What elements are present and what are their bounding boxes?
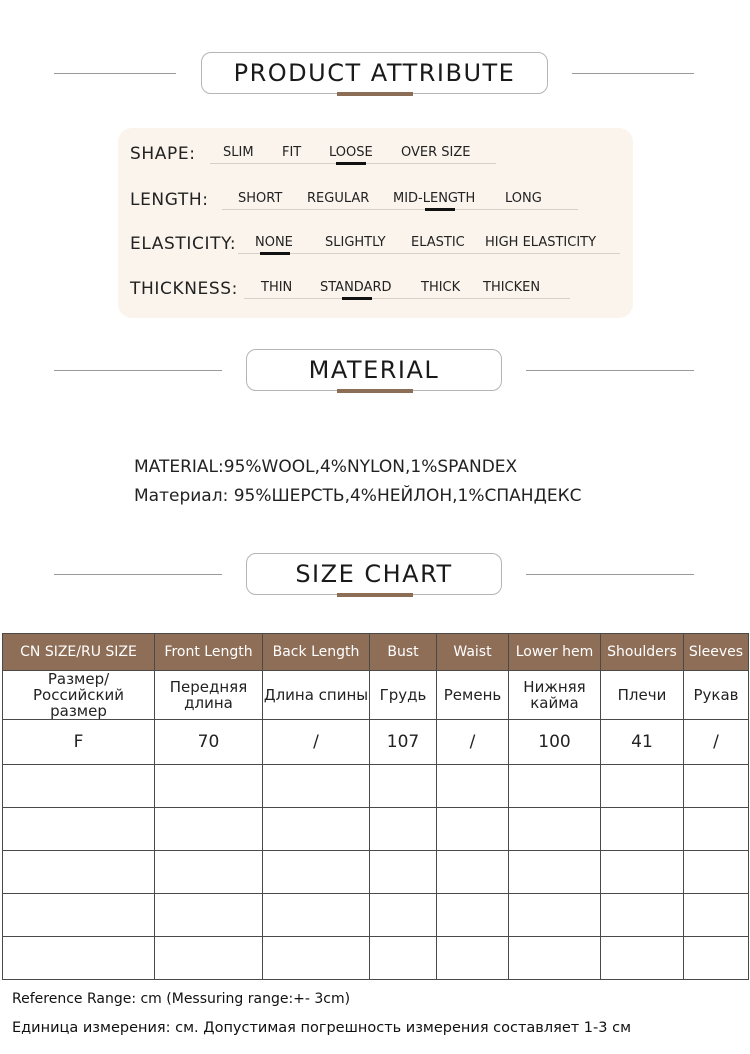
- column-header-ru: Передняя длина: [155, 671, 263, 720]
- column-header-ru: Длина спины: [263, 671, 370, 720]
- table-cell-empty: [370, 937, 437, 980]
- table-cell: /: [263, 720, 370, 765]
- table-header-row: [3, 634, 749, 671]
- section-title-material-text: MATERIAL: [308, 356, 440, 384]
- table-cell: /: [437, 720, 509, 765]
- material-en: MATERIAL:95%WOOL,4%NYLON,1%SPANDEX: [134, 457, 518, 477]
- table-cell-empty: [3, 851, 155, 894]
- divider-right: [526, 370, 694, 371]
- table-cell-empty: [3, 894, 155, 937]
- table-cell-empty: [509, 937, 601, 980]
- size-chart-table: [2, 633, 749, 980]
- column-header-ru: Размер/Российский размер: [3, 671, 155, 720]
- table-cell-empty: [155, 765, 263, 808]
- column-header: Back Length: [263, 634, 370, 671]
- table-cell-empty: [684, 937, 749, 980]
- attr-rule: [238, 253, 620, 254]
- column-header-ru: Нижняя кайма: [509, 671, 601, 720]
- attr-label-length: LENGTH:: [130, 190, 209, 210]
- section-title-attribute: [201, 52, 548, 94]
- attr-option: THICKEN: [483, 280, 541, 295]
- attr-option: ELASTIC: [411, 235, 465, 250]
- attr-label-elasticity: ELASTICITY:: [130, 234, 237, 254]
- table-cell-empty: [437, 894, 509, 937]
- attr-option: THIN: [261, 280, 293, 295]
- divider-right: [526, 574, 694, 575]
- column-header-ru: Ремень: [437, 671, 509, 720]
- attr-option: LONG: [505, 191, 542, 206]
- table-cell: 41: [601, 720, 684, 765]
- table-cell-empty: [437, 765, 509, 808]
- table-cell-empty: [370, 765, 437, 808]
- divider-left: [54, 574, 222, 575]
- table-cell-empty: [509, 894, 601, 937]
- table-row: [3, 720, 749, 765]
- table-cell-empty: [601, 851, 684, 894]
- table-header-ru-row: [3, 671, 749, 720]
- attr-label-thickness: THICKNESS:: [130, 279, 238, 299]
- column-header: Sleeves: [684, 634, 749, 671]
- table-cell-empty: [370, 851, 437, 894]
- attr-option: FIT: [282, 145, 302, 160]
- selected-marker: [342, 297, 372, 300]
- table-cell-empty: [437, 937, 509, 980]
- attr-option-selected: MID-LENGTH: [393, 191, 476, 206]
- table-row-empty: [3, 765, 749, 808]
- table-cell-empty: [263, 851, 370, 894]
- selected-marker: [336, 162, 366, 165]
- divider-left: [54, 370, 222, 371]
- table-row-empty: [3, 808, 749, 851]
- section-title-attribute-text: PRODUCT ATTRIBUTE: [233, 59, 516, 87]
- table-cell-empty: [263, 808, 370, 851]
- table-cell-empty: [684, 765, 749, 808]
- table-cell: F: [3, 720, 155, 765]
- table-cell-empty: [684, 894, 749, 937]
- table-cell-empty: [601, 894, 684, 937]
- attr-rule: [244, 298, 570, 299]
- table-cell-empty: [155, 894, 263, 937]
- table-cell-empty: [370, 894, 437, 937]
- column-header: CN SIZE/RU SIZE: [3, 634, 155, 671]
- attr-option: SLIGHTLY: [325, 235, 386, 250]
- column-header: Waist: [437, 634, 509, 671]
- column-header: Shoulders: [601, 634, 684, 671]
- table-cell-empty: [370, 808, 437, 851]
- attr-option: THICK: [421, 280, 461, 295]
- section-underline: [337, 92, 413, 96]
- footnote-en: Reference Range: cm (Messuring range:+- 3cm): [12, 991, 351, 1007]
- table-cell: 70: [155, 720, 263, 765]
- table-cell: /: [684, 720, 749, 765]
- column-header: Bust: [370, 634, 437, 671]
- table-cell-empty: [437, 808, 509, 851]
- attr-option: HIGH ELASTICITY: [485, 235, 597, 250]
- table-row-empty: [3, 894, 749, 937]
- section-title-size: [246, 553, 502, 595]
- table-cell-empty: [437, 851, 509, 894]
- selected-marker: [425, 208, 455, 211]
- table-cell-empty: [3, 765, 155, 808]
- divider-right: [572, 73, 694, 74]
- table-cell-empty: [3, 937, 155, 980]
- attr-option: SHORT: [238, 191, 283, 206]
- table-cell-empty: [684, 808, 749, 851]
- table-cell-empty: [155, 937, 263, 980]
- table-cell: 100: [509, 720, 601, 765]
- footnote-ru: Единица измерения: см. Допустимая погрешность измерения составляет 1-3 см: [12, 1020, 632, 1036]
- table-row-empty: [3, 851, 749, 894]
- section-title-size-text: SIZE CHART: [295, 560, 453, 588]
- column-header: Front Length: [155, 634, 263, 671]
- table-row-empty: [3, 937, 749, 980]
- table-cell-empty: [601, 765, 684, 808]
- table-cell-empty: [509, 851, 601, 894]
- attr-option: SLIM: [223, 145, 254, 160]
- attr-option-selected: STANDARD: [320, 280, 392, 295]
- table-cell-empty: [263, 894, 370, 937]
- attr-option-selected: LOOSE: [329, 145, 373, 160]
- column-header-ru: Рукав: [684, 671, 749, 720]
- table-cell-empty: [684, 851, 749, 894]
- section-underline: [337, 389, 413, 393]
- material-ru: Материал: 95%ШЕРСТЬ,4%НЕЙЛОН,1%СПАНДЕКС: [134, 486, 582, 506]
- table-cell-empty: [3, 808, 155, 851]
- column-header: Lower hem: [509, 634, 601, 671]
- section-title-material: [246, 349, 502, 391]
- attr-option: OVER SIZE: [401, 145, 471, 160]
- table-cell: 107: [370, 720, 437, 765]
- table-cell-empty: [155, 851, 263, 894]
- table-cell-empty: [263, 937, 370, 980]
- column-header-ru: Плечи: [601, 671, 684, 720]
- attr-rule: [222, 209, 578, 210]
- table-cell-empty: [263, 765, 370, 808]
- table-cell-empty: [155, 808, 263, 851]
- attr-option: REGULAR: [307, 191, 370, 206]
- section-underline: [337, 593, 413, 597]
- attr-label-shape: SHAPE:: [130, 144, 196, 164]
- table-cell-empty: [509, 808, 601, 851]
- selected-marker: [260, 252, 290, 255]
- table-cell-empty: [509, 765, 601, 808]
- table-cell-empty: [601, 937, 684, 980]
- table-cell-empty: [601, 808, 684, 851]
- attr-option-selected: NONE: [255, 235, 293, 250]
- column-header-ru: Грудь: [370, 671, 437, 720]
- divider-left: [54, 73, 176, 74]
